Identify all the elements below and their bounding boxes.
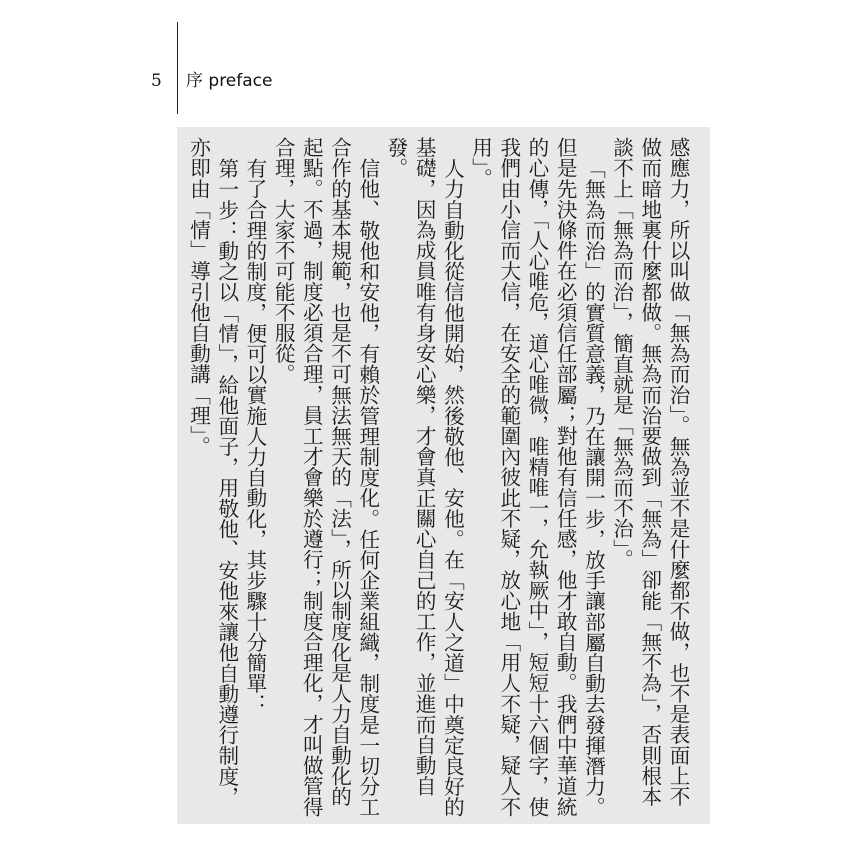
paragraph-5: 有了合理的制度，便可以實施人力自動化，其步驟十分簡單： xyxy=(242,157,267,714)
paragraph-4: 信他、敬他和安他，有賴於管理制度化。任何企業組織，制度是一切分工合作的基本規範，也是不可無法無天的「法」，所以制度化是人力自動化的起點。不過，制度必須合理，員工才會樂於遵行；制度合理化，才叫做管得合理，大家不可能不服從。 xyxy=(271,137,380,817)
vertical-text-body xyxy=(184,137,692,817)
page-number: 5 xyxy=(151,71,162,91)
paragraph-6: 第一步：動之以「情」，給他面子，用敬他、安他來讓他自動遵行制度，亦即由「情」導引他自動講「理」。 xyxy=(186,137,239,807)
header-divider xyxy=(177,22,178,114)
paragraph-1: 感應力，所以叫做「無為而治」。無為並不是什麼都不做，也不是表面上不做而暗地裏什麼都做。無為而治要做到「無為」卻能「無不為」，否則根本談不上「無為而治」，簡直就是「無為而不治」。 xyxy=(609,137,690,807)
text-panel xyxy=(177,127,710,824)
section-title: 序 preface xyxy=(186,71,273,91)
paragraph-2: 「無為而治」的實質意義，乃在讓開一步，放手讓部屬自動去發揮潛力。但是先決條件在必須信任部屬；對他有信任感，他才敢自動。我們中華道統的心傳，「人心唯危，道心唯微，唯精唯一，允執厥中」，短短十六個字，使我們由小信而大信，在安全的範圍內彼此不疑，放心地「用人不疑，疑人不用」。 xyxy=(468,137,606,817)
paragraph-3: 人力自動化從信他開始，然後敬他、安他。在「安人之道」中奠定良好的基礎，因為成員唯有身安心樂，才會真正關心自己的工作，並進而自動自發。 xyxy=(383,137,465,817)
